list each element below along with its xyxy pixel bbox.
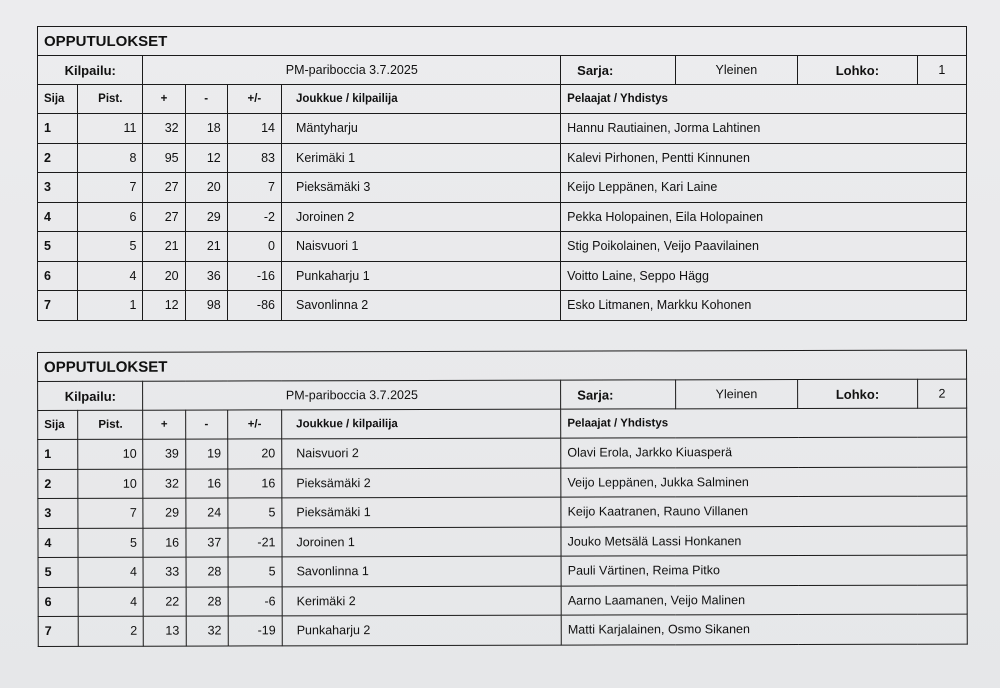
diff-cell: -6 xyxy=(228,586,282,616)
sija-cell: 4 xyxy=(38,202,78,232)
diff-cell: -16 xyxy=(227,261,281,291)
players-cell: Pekka Holopainen, Eila Holopainen xyxy=(561,202,967,232)
plus-cell: 20 xyxy=(143,261,185,291)
diff-cell: -21 xyxy=(228,527,282,557)
sarja-value: Yleinen xyxy=(675,56,798,85)
minus-cell: 28 xyxy=(186,587,228,617)
plus-cell: 95 xyxy=(143,143,185,173)
minus-cell: 98 xyxy=(185,291,227,321)
sarja-value: Yleinen xyxy=(675,380,798,409)
diff-cell: 20 xyxy=(227,439,281,469)
pist-cell: 7 xyxy=(78,173,143,203)
pist-cell: 10 xyxy=(78,439,143,469)
sija-cell: 6 xyxy=(38,587,78,617)
pist-cell: 4 xyxy=(78,557,143,587)
team-cell: Savonlinna 1 xyxy=(282,556,561,586)
team-cell: Pieksämäki 3 xyxy=(281,173,560,203)
sija-cell: 1 xyxy=(38,114,78,144)
pist-cell: 8 xyxy=(78,143,143,173)
team-cell: Savonlinna 2 xyxy=(281,291,560,321)
pist-cell: 11 xyxy=(78,114,143,144)
table-row xyxy=(38,467,967,499)
pist-cell: 1 xyxy=(78,291,143,321)
pist-cell: 6 xyxy=(78,202,143,232)
plus-cell: 22 xyxy=(144,587,186,617)
plus-cell: 32 xyxy=(143,114,185,144)
table-row xyxy=(38,232,967,262)
sija-cell: 5 xyxy=(38,557,78,587)
lohko-value: 2 xyxy=(917,379,966,408)
header-players: Pelaajat / Yhdistys xyxy=(561,408,967,438)
team-cell: Kerimäki 2 xyxy=(282,586,561,616)
sija-cell: 7 xyxy=(38,291,78,321)
table-row xyxy=(38,437,967,469)
players-cell: Aarno Laamanen, Veijo Malinen xyxy=(561,585,967,616)
table-row xyxy=(38,291,967,321)
header-players: Pelaajat / Yhdistys xyxy=(561,85,967,114)
kilpailu-value: PM-pariboccia 3.7.2025 xyxy=(143,56,561,85)
sija-cell: 3 xyxy=(38,173,78,203)
plus-cell: 13 xyxy=(144,616,186,646)
plus-cell: 16 xyxy=(143,528,185,558)
plus-cell: 29 xyxy=(143,498,185,528)
lohko-value: 1 xyxy=(917,56,966,85)
sarja-label: Sarja: xyxy=(561,56,675,85)
kilpailu-value: PM-pariboccia 3.7.2025 xyxy=(143,380,561,410)
header-pist: Pist. xyxy=(78,85,143,114)
sija-cell: 3 xyxy=(38,498,78,528)
header-team: Joukkue / kilpailija xyxy=(281,85,560,114)
diff-cell: 14 xyxy=(227,114,281,144)
minus-cell: 36 xyxy=(185,261,227,291)
table-row xyxy=(38,114,967,144)
team-cell: Mäntyharju xyxy=(281,114,560,144)
team-cell: Pieksämäki 2 xyxy=(282,468,561,498)
minus-cell: 12 xyxy=(185,143,227,173)
sija-cell: 4 xyxy=(38,528,78,558)
table-title: OPPUTULOKSET xyxy=(38,350,967,381)
players-cell: Pauli Värtinen, Reima Pitko xyxy=(561,555,967,586)
players-cell: Matti Karjalainen, Osmo Sikanen xyxy=(561,614,967,645)
table-row xyxy=(38,202,967,232)
plus-cell: 21 xyxy=(143,232,185,262)
header-minus: - xyxy=(185,410,227,439)
table-row xyxy=(38,555,967,587)
kilpailu-label: Kilpailu: xyxy=(38,56,143,85)
sija-cell: 1 xyxy=(38,439,78,469)
minus-cell: 37 xyxy=(186,528,228,558)
minus-cell: 16 xyxy=(185,469,227,499)
plus-cell: 27 xyxy=(143,173,185,203)
team-cell: Punkaharju 1 xyxy=(281,261,560,291)
players-cell: Veijo Leppänen, Jukka Salminen xyxy=(561,467,967,498)
pist-cell: 4 xyxy=(78,587,143,617)
diff-cell: -86 xyxy=(227,291,281,321)
sija-cell: 5 xyxy=(38,232,78,262)
diff-cell: -19 xyxy=(228,616,282,646)
pist-cell: 10 xyxy=(78,469,143,499)
minus-cell: 32 xyxy=(186,616,228,646)
team-cell: Naisvuori 2 xyxy=(282,438,561,468)
players-cell: Keijo Leppänen, Kari Laine xyxy=(561,173,967,203)
players-cell: Voitto Laine, Seppo Hägg xyxy=(561,261,967,291)
lohko-label: Lohko: xyxy=(798,379,918,408)
diff-cell: 5 xyxy=(228,498,282,528)
sija-cell: 2 xyxy=(38,143,78,173)
plus-cell: 33 xyxy=(143,557,185,587)
minus-cell: 28 xyxy=(186,557,228,587)
plus-cell: 39 xyxy=(143,439,185,469)
header-plus: + xyxy=(143,85,185,114)
results-table xyxy=(37,350,968,647)
table-row xyxy=(38,585,967,617)
players-cell: Hannu Rautiainen, Jorma Lahtinen xyxy=(561,114,967,144)
team-cell: Naisvuori 1 xyxy=(281,232,560,262)
minus-cell: 20 xyxy=(185,173,227,203)
lohko-label: Lohko: xyxy=(798,56,918,85)
plus-cell: 32 xyxy=(143,469,185,499)
header-team: Joukkue / kilpailija xyxy=(282,409,561,439)
team-cell: Joroinen 1 xyxy=(282,527,561,557)
kilpailu-label: Kilpailu: xyxy=(38,381,143,410)
sarja-label: Sarja: xyxy=(561,380,676,409)
header-pist: Pist. xyxy=(78,410,143,439)
pist-cell: 5 xyxy=(78,232,143,262)
players-cell: Esko Litmanen, Markku Kohonen xyxy=(561,291,967,321)
table-row xyxy=(38,526,967,558)
pist-cell: 5 xyxy=(78,528,143,558)
sija-cell: 6 xyxy=(38,261,78,291)
pist-cell: 4 xyxy=(78,261,143,291)
minus-cell: 21 xyxy=(185,232,227,262)
pist-cell: 2 xyxy=(78,616,143,646)
sija-cell: 2 xyxy=(38,469,78,499)
header-sija: Sija xyxy=(38,85,78,114)
players-cell: Jouko Metsälä Lassi Honkanen xyxy=(561,526,967,557)
minus-cell: 24 xyxy=(185,498,227,528)
team-cell: Joroinen 2 xyxy=(281,202,560,232)
team-cell: Pieksämäki 1 xyxy=(282,497,561,527)
players-cell: Stig Poikolainen, Veijo Paavilainen xyxy=(561,232,967,262)
header-minus: - xyxy=(185,85,227,114)
sija-cell: 7 xyxy=(38,616,78,646)
players-cell: Keijo Kaatranen, Rauno Villanen xyxy=(561,496,967,527)
minus-cell: 29 xyxy=(185,202,227,232)
plus-cell: 27 xyxy=(143,202,185,232)
diff-cell: 83 xyxy=(227,143,281,173)
results-block-2 xyxy=(37,350,968,647)
players-cell: Olavi Erola, Jarkko Kiuasperä xyxy=(561,437,967,468)
pist-cell: 7 xyxy=(78,498,143,528)
header-diff: +/- xyxy=(227,410,281,439)
diff-cell: -2 xyxy=(227,202,281,232)
header-diff: +/- xyxy=(227,85,281,114)
diff-cell: 16 xyxy=(228,468,282,498)
header-plus: + xyxy=(143,410,185,439)
minus-cell: 18 xyxy=(185,114,227,144)
header-sija: Sija xyxy=(38,410,78,439)
table-row xyxy=(38,496,967,528)
results-table xyxy=(37,26,967,321)
table-title: OPPUTULOKSET xyxy=(38,27,967,56)
diff-cell: 7 xyxy=(227,173,281,203)
team-cell: Punkaharju 2 xyxy=(282,615,561,645)
table-row xyxy=(38,173,967,203)
results-block-1 xyxy=(37,26,967,321)
diff-cell: 5 xyxy=(228,557,282,587)
players-cell: Kalevi Pirhonen, Pentti Kinnunen xyxy=(561,143,967,173)
minus-cell: 19 xyxy=(185,439,227,469)
team-cell: Kerimäki 1 xyxy=(281,143,560,173)
table-row xyxy=(38,614,967,646)
plus-cell: 12 xyxy=(143,291,185,321)
table-row xyxy=(38,143,967,173)
diff-cell: 0 xyxy=(227,232,281,262)
table-row xyxy=(38,261,967,291)
